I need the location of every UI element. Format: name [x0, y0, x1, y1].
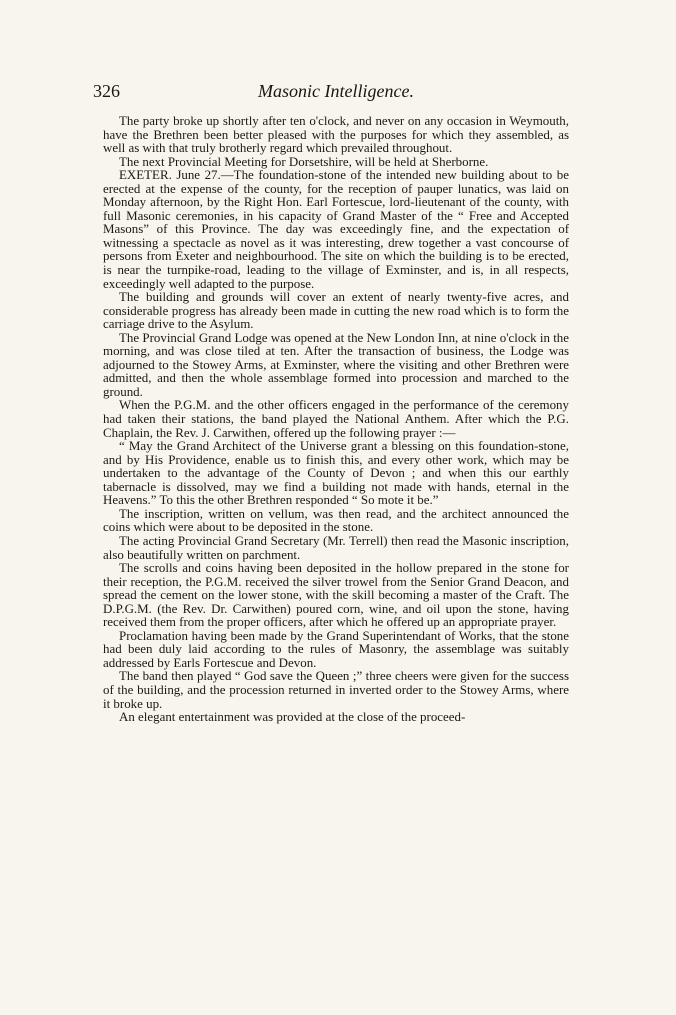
paragraph-grand-lodge: The Provincial Grand Lodge was opened at the New London Inn, at nine o'clock in the morning, and was close tiled at ten. After the transaction of business, the Lodge was adjourned to the Stowey Arms, at Exminster, where the visiting and other Brethren were admitted, and then the whole assemblage formed into procession and marched to the ground.	[103, 329, 569, 399]
paragraph-exeter: EXETER. June 27.—The foundation-stone of the intended new building about to be erected at the expense of the county, for the reception of pauper lunatics, was laid on Monday afternoon, by the Right Hon. Earl Fortescue, lord-lieutenant of the county, with full Masonic ceremonies, in his capacity of Grand Master of the “ Free and Accepted Masons” of this Province. The day was exceedingly fine, and the expectation of witnessing a spectacle as novel as it was interesting, drew together a vast concourse of persons from Exeter and neighbourhood. The site on which the building is to be erected, is near the turnpike-road, leading to the village of Exminster, and is, in all respects, exceedingly well adapted to the purpose.	[103, 167, 569, 291]
page-number: 326	[93, 81, 120, 101]
paragraph-ceremony: When the P.G.M. and the other officers engaged in the performance of the ceremony had taken their stations, the band played the National Anthem. After which the P.G. Chaplain, the Rev. J. Carwithen, offered up the following prayer :—	[103, 397, 569, 440]
paragraph-secretary: The acting Provincial Grand Secretary (Mr. Terrell) then read the Masonic inscription, also beautifully written on parchment.	[103, 532, 569, 562]
paragraph-entertainment: An elegant entertainment was provided at the close of the proceed-	[119, 709, 466, 725]
running-title: Masonic Intelligence.	[258, 81, 414, 101]
article-body	[103, 114, 569, 724]
paragraph-building-grounds: The building and grounds will cover an extent of nearly twenty-five acres, and considerable progress has already been made in cutting the new road which is to form the carriage drive to the Asylum.	[103, 289, 569, 332]
paragraph-party-broke-up: The party broke up shortly after ten o'clock, and never on any occasion in Weymouth, have the Brethren been better pleased with the purposes for which they assembled, as well as with that truly brotherly regard which prevailed throughout.	[103, 113, 569, 156]
paragraph-prayer: “ May the Grand Architect of the Universe grant a blessing on this foundation-stone, and by His Providence, enable us to finish this, and every other work, which may be undertaken to the advantage of the County of Devon ; and when this our earthly tabernacle is dissolved, may we find a building not made with hands, eternal in the Heavens.” To this the other Brethren responded “ So mote it be.”	[103, 438, 569, 508]
paragraph-band: The band then played “ God save the Queen ;” three cheers were given for the success of the building, and the procession returned in inverted order to the Stowey Arms, where it broke up.	[103, 668, 569, 711]
paragraph-next-meeting: The next Provincial Meeting for Dorsetshire, will be held at Sherborne.	[119, 153, 489, 169]
paragraph-scrolls-coins: The scrolls and coins having been deposited in the hollow prepared in the stone for their reception, the P.G.M. received the silver trowel from the Senior Grand Deacon, and spread the cement on the lower stone, with the skill becoming a master of the Craft. The D.P.G.M. (the Rev. Dr. Carwithen) poured corn, wine, and oil upon the stone, having received them from the proper officers, after which he offered up an appropriate prayer.	[103, 560, 569, 630]
paragraph-proclamation: Proclamation having been made by the Grand Superintendant of Works, that the stone had been duly laid according to the rules of Masonry, the assemblage was suitably addressed by Earls Fortescue and Devon.	[103, 627, 569, 670]
page-header	[93, 80, 579, 102]
paragraph-inscription: The inscription, written on vellum, was then read, and the architect announced the coins which were about to be deposited in the stone.	[103, 505, 569, 535]
